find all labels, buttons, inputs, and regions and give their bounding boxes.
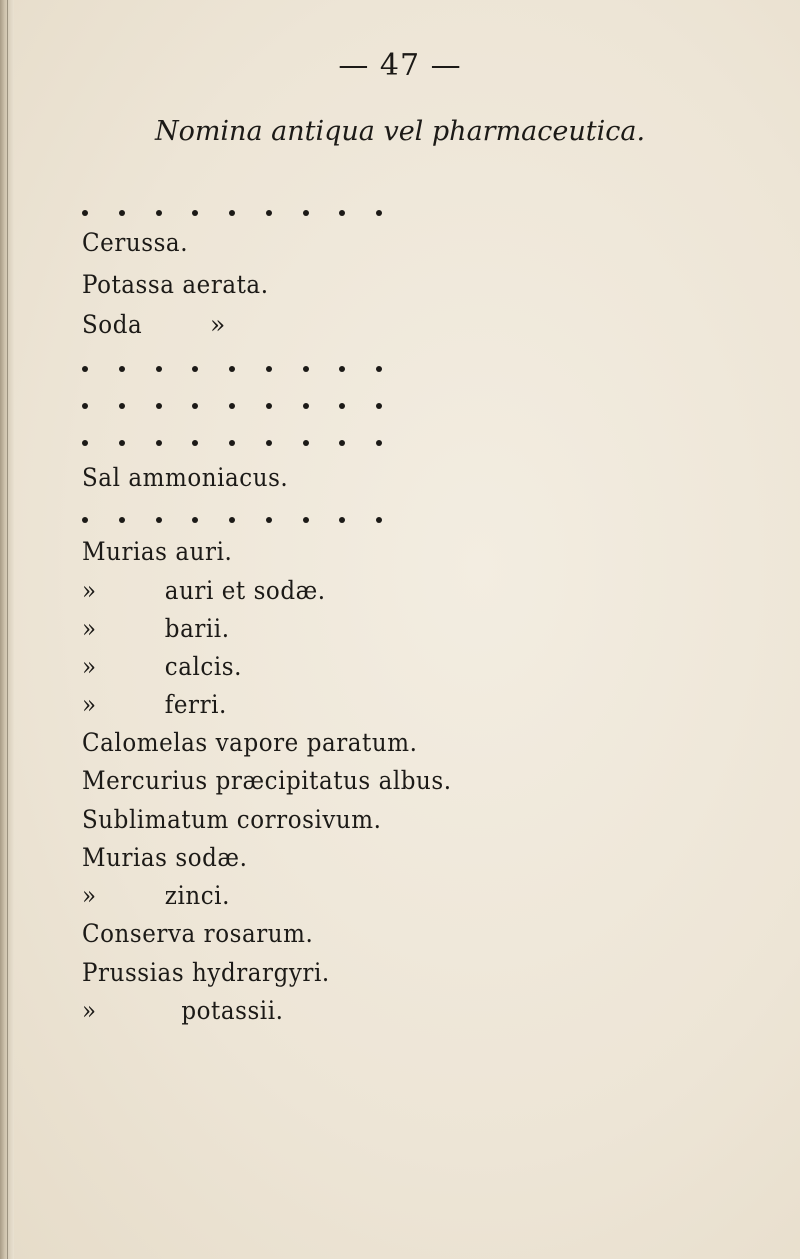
ditto-mark: » <box>82 881 97 910</box>
dot <box>229 403 235 409</box>
dot <box>82 210 88 216</box>
dot <box>156 440 162 446</box>
entry-line: Conserva rosarum. <box>82 919 314 948</box>
dot <box>82 517 88 523</box>
ditto-mark: » <box>82 614 97 643</box>
dot <box>192 366 198 372</box>
page-heading: Nomina antiqua vel pharmaceutica. <box>154 116 646 147</box>
entry-line: Sal ammoniacus. <box>82 463 289 492</box>
entry-line <box>82 690 227 719</box>
dot <box>266 403 272 409</box>
dot <box>339 517 345 523</box>
dot <box>303 403 309 409</box>
entry-line <box>82 881 230 910</box>
dot <box>339 210 345 216</box>
dot <box>266 210 272 216</box>
entry-text: zinci. <box>164 881 230 910</box>
dot <box>229 366 235 372</box>
entry-text: calcis. <box>164 652 242 681</box>
entry-line <box>82 576 326 605</box>
dot <box>376 403 382 409</box>
entry-line: Sublimatum corrosivum. <box>82 805 382 834</box>
dot <box>303 366 309 372</box>
entry-line <box>82 652 242 681</box>
entry-line: Murias auri. <box>82 537 233 566</box>
dot <box>119 403 125 409</box>
dot <box>82 366 88 372</box>
dot-leader-row <box>82 403 382 413</box>
entry-line: Soda <box>82 310 143 339</box>
entry-text: potassii. <box>181 996 284 1025</box>
dot <box>229 440 235 446</box>
dot <box>229 210 235 216</box>
entry-text: ferri. <box>164 690 227 719</box>
dot <box>119 440 125 446</box>
entry-line <box>82 614 230 643</box>
dot <box>119 366 125 372</box>
ditto-mark: » <box>210 310 226 339</box>
dot-leader-row <box>82 210 382 220</box>
dot <box>339 403 345 409</box>
entry-text: barii. <box>164 614 230 643</box>
dot <box>119 517 125 523</box>
dot <box>266 517 272 523</box>
page-number: — 47 — <box>338 48 462 83</box>
dot <box>376 210 382 216</box>
dot <box>119 210 125 216</box>
dot <box>303 440 309 446</box>
dot <box>266 440 272 446</box>
ditto-mark: » <box>82 576 97 605</box>
dot <box>229 517 235 523</box>
dot <box>303 517 309 523</box>
entry-line <box>82 996 283 1025</box>
ditto-mark: » <box>82 690 97 719</box>
dot <box>192 440 198 446</box>
dot <box>156 517 162 523</box>
dot <box>192 517 198 523</box>
dot <box>156 403 162 409</box>
entry-text: auri et sodæ. <box>164 576 326 605</box>
dot <box>266 366 272 372</box>
dot <box>82 403 88 409</box>
dot <box>376 366 382 372</box>
entry-line: Murias sodæ. <box>82 843 248 872</box>
dot <box>376 440 382 446</box>
dot-leader-row <box>82 366 382 376</box>
entry-line: Cerussa. <box>82 228 189 257</box>
entry-line: Mercurius præcipitatus albus. <box>82 766 452 795</box>
dot-leader-row <box>82 440 382 450</box>
page-edge-line <box>7 0 8 1259</box>
dot <box>192 210 198 216</box>
dot-leader-row <box>82 517 382 527</box>
dot <box>303 210 309 216</box>
ditto-mark: » <box>82 996 97 1025</box>
entry-line: Prussias hydrargyri. <box>82 958 330 987</box>
dot <box>156 366 162 372</box>
entry-line: Calomelas vapore paratum. <box>82 728 418 757</box>
dot <box>339 366 345 372</box>
dot <box>82 440 88 446</box>
dot <box>156 210 162 216</box>
dot <box>192 403 198 409</box>
dot <box>376 517 382 523</box>
ditto-mark: » <box>82 652 97 681</box>
entry-line: Potassa aerata. <box>82 270 269 299</box>
dot <box>339 440 345 446</box>
